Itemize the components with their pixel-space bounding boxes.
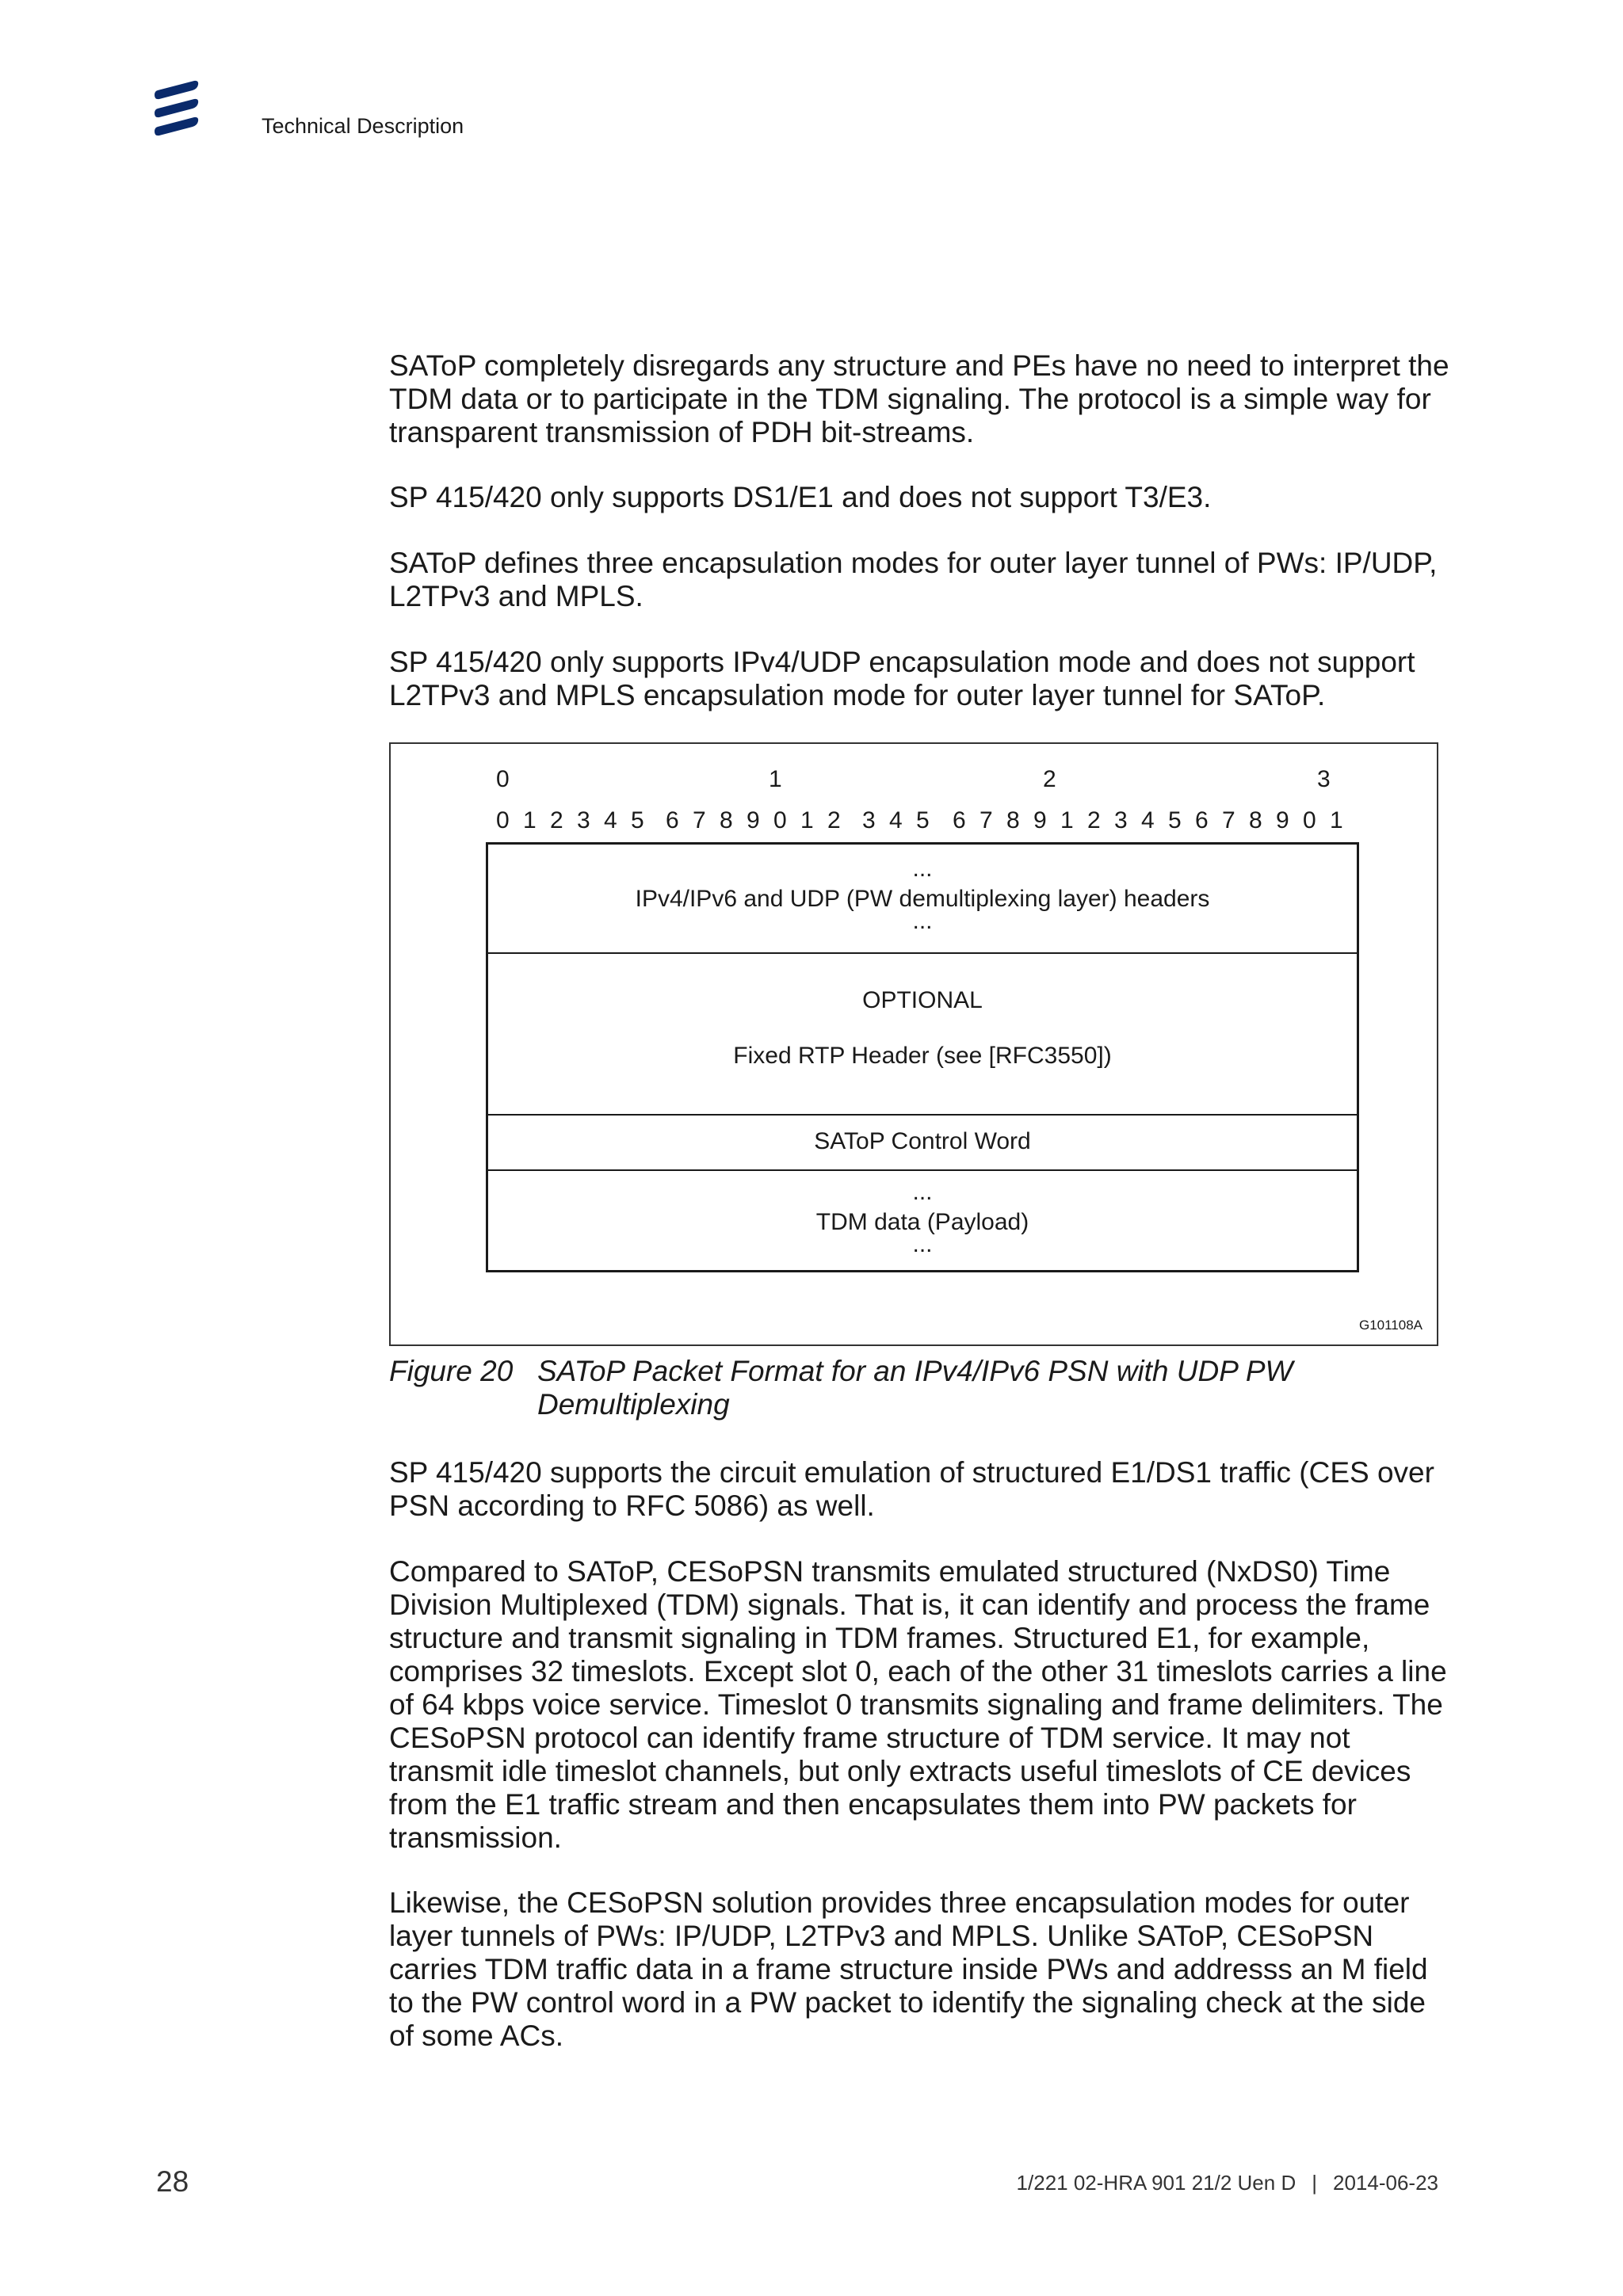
header-title: Technical Description: [262, 114, 464, 138]
bit-tens-row: [487, 766, 1358, 798]
paragraph-ipv4-udp-support: SP 415/420 only supports IPv4/UDP encapsulation mode and does not support L2TPv3 and MPLS encapsulation mode for outer layer tunnel for SAToP.: [389, 646, 1415, 711]
bit-unit-label: 1: [1330, 807, 1343, 833]
paragraph-cesopsn-encapsulation: Likewise, the CESoPSN solution provides three encapsulation modes for outer layer tunnels of PWs: IP/UDP, L2TPv3 and MPLS. Unlike SAToP, CESoPSN carries TDM traffic data in a frame structure inside PWs and addresss an M field to the PW control word in a PW packet to identify the signaling check at the side of some ACs.: [389, 1886, 1428, 2052]
bit-tens-label: 0: [496, 766, 510, 792]
bit-unit-label: 5: [916, 807, 930, 833]
optional-label: OPTIONAL: [862, 987, 983, 1013]
bit-unit-label: 6: [953, 807, 966, 833]
bit-unit-label: 4: [1141, 807, 1155, 833]
footer-separator: |: [1312, 2171, 1317, 2195]
bit-unit-label: 1: [523, 807, 537, 833]
bit-unit-label: 9: [1276, 807, 1289, 833]
document-number: 1/221 02-HRA 901 21/2 Uen D: [1016, 2171, 1296, 2195]
figure-id: G101108A: [1358, 1318, 1423, 1333]
bit-unit-label: 5: [631, 807, 644, 833]
bit-unit-label: 4: [889, 807, 903, 833]
ellipsis: ...: [912, 1179, 933, 1205]
bit-unit-label: 1: [800, 807, 814, 833]
ellipsis: ...: [912, 856, 933, 882]
bit-unit-label: 0: [1303, 807, 1316, 833]
bit-unit-label: 7: [1222, 807, 1235, 833]
paragraph-ces-over-psn: SP 415/420 supports the circuit emulation of structured E1/DS1 traffic (CES over PSN according to RFC 5086) as well.: [389, 1456, 1434, 1522]
section-rtp-header: [488, 954, 1357, 1116]
bit-unit-label: 9: [1033, 807, 1047, 833]
paragraph-cesopsn-description: Compared to SAToP, CESoPSN transmits emulated structured (NxDS0) Time Division Multiplexed (TDM) signals. That is, it can identify and process the frame structure and transmit signaling in TDM frames. Structured E1, for example, comprises 32 timeslots. Except slot 0, each of the other 31 timeslots carries a line of 64 kbps voice service. Timeslot 0 transmits signaling and frame delimiters. The CESoPSN protocol can identify frame structure of TDM service. It may not transmit idle timeslot channels, but only extracts useful timeslots of CE devices from the E1 traffic stream and then encapsulates them into PW packets for transmission.: [389, 1555, 1447, 1854]
bit-unit-label: 3: [1114, 807, 1128, 833]
rtp-header-label: Fixed RTP Header (see [RFC3550]): [733, 1043, 1112, 1069]
figure-caption-text: SAToP Packet Format for an IPv4/IPv6 PSN with UDP PW Demultiplexing: [537, 1355, 1293, 1421]
ellipsis: ...: [912, 908, 933, 934]
paragraph-ds1-e1-support: SP 415/420 only supports DS1/E1 and does not support T3/E3.: [389, 481, 1212, 513]
section-tdm-payload: [488, 1171, 1357, 1272]
ericsson-logo: [153, 79, 200, 136]
bit-unit-label: 9: [747, 807, 760, 833]
bit-unit-label: 1: [1060, 807, 1074, 833]
bit-unit-label: 3: [577, 807, 590, 833]
headers-label: IPv4/IPv6 and UDP (PW demultiplexing layer) headers: [635, 886, 1210, 912]
bit-unit-label: 7: [980, 807, 993, 833]
bit-unit-label: 2: [827, 807, 841, 833]
bit-unit-label: 7: [693, 807, 706, 833]
paragraph-satop-structure: SAToP completely disregards any structure and PEs have no need to interpret the TDM data or to participate in the TDM signaling. The protocol is a simple way for transparent transmission of PDH bit-streams.: [389, 349, 1449, 448]
control-word-label: SAToP Control Word: [814, 1128, 1031, 1154]
bit-units-row: [487, 807, 1358, 839]
bit-unit-label: 6: [1195, 807, 1209, 833]
section-ip-udp-headers: [488, 845, 1357, 954]
figure-caption-label: Figure 20: [389, 1355, 514, 1387]
bit-tens-label: 2: [1043, 766, 1056, 792]
bit-tens-label: 3: [1317, 766, 1331, 792]
bit-unit-label: 4: [604, 807, 617, 833]
ellipsis: ...: [912, 1231, 933, 1257]
bit-unit-label: 8: [1249, 807, 1262, 833]
paragraph-satop-encapsulation-modes: SAToP defines three encapsulation modes for outer layer tunnel of PWs: IP/UDP, L2TPv3 and MPLS.: [389, 547, 1438, 612]
bit-tens-label: 1: [769, 766, 782, 792]
bit-unit-label: 6: [666, 807, 679, 833]
bit-unit-label: 3: [862, 807, 876, 833]
bit-unit-label: 0: [773, 807, 787, 833]
packet-diagram: [486, 842, 1359, 1272]
footer-doc-info: [1017, 2171, 1438, 2195]
bit-unit-label: 8: [1006, 807, 1020, 833]
document-date: 2014-06-23: [1333, 2171, 1438, 2195]
payload-label: TDM data (Payload): [815, 1209, 1029, 1235]
section-control-word: [488, 1116, 1357, 1171]
bit-unit-label: 2: [1087, 807, 1101, 833]
bit-unit-label: 8: [720, 807, 733, 833]
bit-unit-label: 0: [496, 807, 510, 833]
page-number: 28: [156, 2165, 189, 2198]
bit-unit-label: 2: [550, 807, 563, 833]
bit-unit-label: 5: [1168, 807, 1182, 833]
